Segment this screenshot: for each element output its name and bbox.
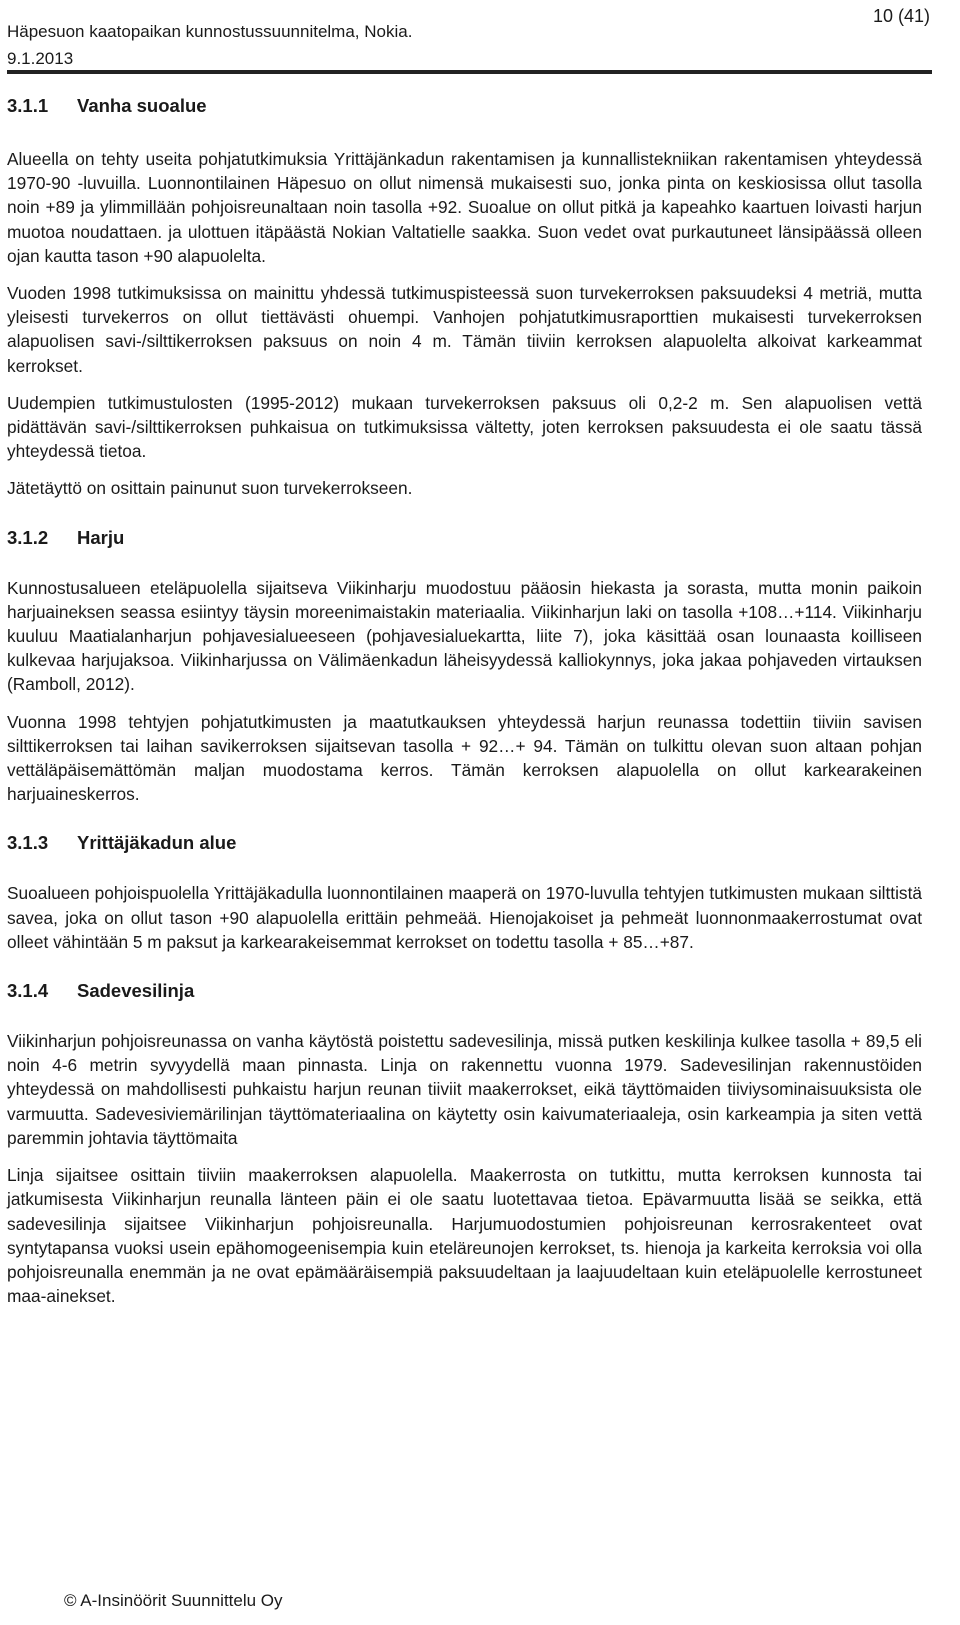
paragraph: Kunnostusalueen eteläpuolella sijaitseva Viikinharju muodostuu pääosin hiekasta ja sorasta, mutta monin paikoin harjuaineksen seassa esiintyy täysin moreenimaistakin materiaalia. Viikinharjun laki on tasolla +108…+114. Viikinharju kuuluu Maatialanharjun pohjavesialueeseen (pohjavesialuekartta, liite 7), joka käsittää osan lounaasta koilliseen kulkevaa harjujaksoa. Viikinharjussa on Välimäenkadun läheisyydessä kalliokynnys, joka jakaa pohjaveden virtauksen (Ramboll, 2012).: [7, 577, 922, 695]
document-body: [7, 94, 922, 1308]
section-heading: [7, 94, 922, 118]
section-title: Harju: [77, 526, 125, 548]
footer-copyright: © A-Insinöörit Suunnittelu Oy: [64, 1591, 283, 1610]
paragraph: Uudempien tutkimustulosten (1995-2012) mukaan turvekerroksen paksuus oli 0,2-2 m. Sen alapuolisen vettä pidättävän savi-/silttikerroksen puhkaisua on tutkimuksissa vältetty, joten kerroksen paksuudesta ei ole saatu tässä yhteydessä tietoa.: [7, 392, 922, 462]
section-title: Sadevesilinja: [77, 980, 195, 1002]
section-heading: [7, 979, 922, 1003]
paragraph: Suoalueen pohjoispuolella Yrittäjäkadulla luonnontilainen maaperä on 1970-luvulla tehtyjen tutkimusten mukaan silttistä savea, joka on ollut tason +90 alapuolella erittäin pehmeää. Hienojakoiset ja pehmeät luonnonmaakerrostumat ovat olleet vähintään 5 m paksut ja karkearakeisemmat kerrokset on todettu tasolla + 85…+87.: [7, 883, 922, 952]
section-number: 3.1.2: [7, 526, 49, 548]
page-header: [7, 0, 932, 74]
section-heading: [7, 831, 922, 855]
section-number: 3.1.3: [7, 832, 49, 854]
paragraph: Viikinharjun pohjoisreunassa on vanha käytöstä poistettu sadevesilinja, missä putken keskilinja kulkee tasolla + 89,5 eli noin 4-6 metrin syvyydellä maan pinnasta. Linja on rakennettu vuonna 1979. Sadevesilinjan rakennustöiden yhteydessä on mahdollisesti puhkaistu harjun reunan tiiviit maakerrokset, eikä täyttömaiden tiiviysominaisuuksista ole varmuutta. Sadevesiviemärilinjan täyttömateriaalina on käytetty osin kaivumateriaaleja, osin karkeampia ja siten vettä paremmin johtavia täyttömaita: [7, 1031, 922, 1148]
section-title: Vanha suoalue: [77, 95, 207, 116]
document-date: 9.1.2013: [7, 49, 74, 68]
paragraph: Vuoden 1998 tutkimuksissa on mainittu yhdessä tutkimuspisteessä suon turvekerroksen paksuudeksi 4 metriä, mutta yleisesti turvekerros on ollut tiettävästi ohuempi. Vanhojen pohjatutkimusraporttien mukaisesti turvekerroksen alapuolisen savi-/silttikerroksen paksuus on noin 4 m. Tämän tiiviin kerroksen alapuolelta alkoivat karkeammat kerrokset.: [7, 283, 922, 376]
section-number: 3.1.1: [7, 95, 49, 116]
header-divider: [7, 70, 932, 74]
section-number: 3.1.4: [7, 980, 49, 1002]
document-title: Häpesuon kaatopaikan kunnostussuunnitelma, Nokia.: [7, 22, 413, 41]
section-heading: [7, 526, 922, 550]
paragraph: Alueella on tehty useita pohjatutkimuksia Yrittäjänkadun rakentamisen ja kunnallistekniikan rakentamisen yhteydessä 1970-90 -luvuilla. Luonnontilainen Häpesuo on ollut nimensä mukaisesti suo, jonka pinta on keskiosissa ollut tasolla noin +89 ja ylimmillään pohjoisreunaltaan noin tasolla +92. Suoalue on ollut pitkä ja kapeahko kaartuen loivasti harjun muotoa noudattaen. ja ulottuen itäpäästä Nokian Valtatielle saakka. Suon vedet ovat purkautuneet länsipäässä olleen ojan kautta tason +90 alapuolelta.: [7, 149, 922, 266]
section-title: Yrittäjäkadun alue: [77, 832, 237, 854]
paragraph: Linja sijaitsee osittain tiiviin maakerroksen alapuolella. Maakerrosta on tutkittu, mutta kerroksen kunnosta tai jatkumisesta Viikinharjun reunalla länteen päin ei ole saatu luotettavaa tietoa. Epävarmuutta lisää se seikka, että sadevesilinja sijaitsee Viikinharjun pohjoisreunalla. Harjumuodostumien pohjoisreunan kerrosrakenteet ovat syntytapansa vuoksi usein epähomogeenisempia kuin eteläreunojen kerrokset, ts. hienoja ja karkeita kerroksia voi olla pohjoisreunalla enemmän ja ne ovat epämääräisempiä paksuudeltaan ja laajuudeltaan kuin eteläpuolelle kerrostuneet maa-ainekset.: [7, 1165, 922, 1307]
paragraph: Jätetäyttö on osittain painunut suon turvekerrokseen.: [7, 478, 413, 499]
paragraph: Vuonna 1998 tehtyjen pohjatutkimusten ja maatutkauksen yhteydessä harjun reunassa todettiin tiiviin savisen silttikerroksen tai laihan savikerroksen sijaitsevan tasolla + 92…+ 94. Tämän on tulkittu olevan suon altaan pohjan vettäläpäisemättömän maljan muodostama kerros. Tämän kerroksen alapuolella on ollut karkearakeinen harjuaineskerros.: [7, 711, 922, 805]
page-number: 10 (41): [872, 6, 930, 26]
